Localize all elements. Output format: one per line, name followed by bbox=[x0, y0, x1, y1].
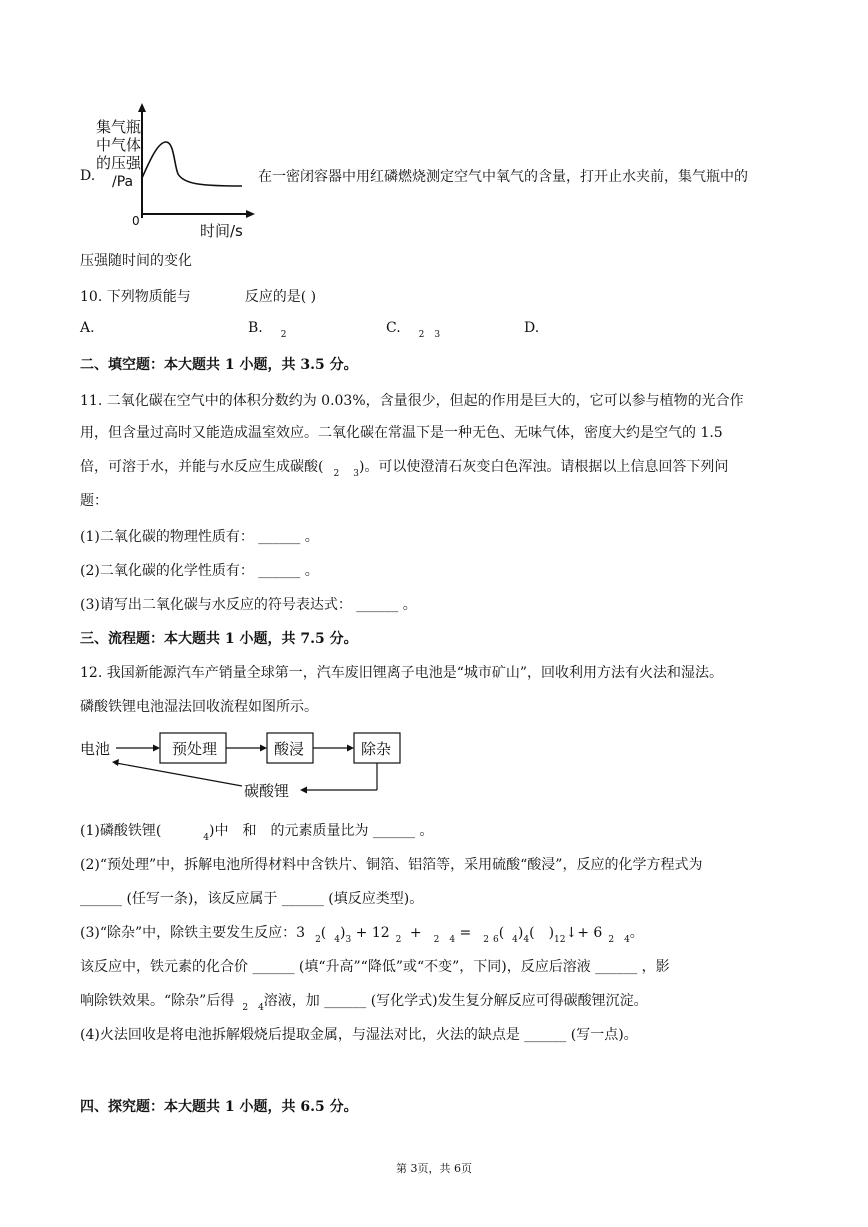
q12-part-3-line-3: 响除铁效果。“除杂”后得 $_2$ $_4$溶液，加 ______ (写化学式)发生复分解反应可得碳酸锂沉淀。 bbox=[80, 993, 648, 1013]
flow-box-1-label: 预处理 bbox=[172, 740, 218, 758]
section-3-title: 三、流程题：本大题共 1 小题，共 7.5 分。 bbox=[80, 631, 358, 647]
graph-origin-label: 0 bbox=[132, 214, 140, 228]
q10-option-d: D. bbox=[524, 320, 540, 336]
option-d-text: 在一密闭容器中用红磷燃烧测定空气中氧气的含量，打开止水夹前，集气瓶中的 bbox=[258, 169, 748, 185]
flow-arrow-4 bbox=[300, 787, 307, 794]
graph-y-label-1: 集气瓶 bbox=[96, 118, 142, 136]
graph-x-arrow bbox=[246, 210, 255, 218]
graph-y-label-3: 的压强 bbox=[96, 154, 142, 172]
flow-arrow-1 bbox=[153, 745, 160, 752]
flow-start-label: 电池 bbox=[80, 740, 111, 758]
q12-line-1: 12. 我国新能源汽车产销量全球第一，汽车废旧锂离子电池是“城市矿山”，回收利用方法有火法和湿法。 bbox=[80, 665, 724, 681]
q12-part-3-equation: (3)“除杂”中，除铁主要发生反应：3 $_2$( $_4)_3 + 12$ $_2$ + $_2$ $_4$ = $_2$ $_6$( $_4)_4$( )$_{12}↓+ 6$ $_2$ $_4$。 bbox=[80, 925, 644, 945]
graph-y-label-2: 中气体 bbox=[96, 136, 142, 154]
flow-arrow-2 bbox=[260, 745, 267, 752]
q11-sub-2: (2)二氧化碳的化学性质有： ______ 。 bbox=[80, 563, 319, 579]
q10-stem: 10. 下列物质能与 反应的是( ) bbox=[80, 289, 317, 305]
q11-line-2: 用，但含量过高时又能造成温室效应。二氧化碳在常温下是一种无色、无味气体，密度大约是空气的 1.5 bbox=[80, 425, 723, 441]
q11-line-1: 11. 二氧化碳在空气中的体积分数约为 0.03%，含量很少，但起的作用是巨大的，它可以参与植物的光合作 bbox=[80, 393, 744, 409]
q12-line-2: 磷酸铁锂电池湿法回收流程如图所示。 bbox=[80, 699, 318, 715]
flow-arrow-5 bbox=[112, 759, 119, 766]
flow-product-label: 碳酸锂 bbox=[244, 782, 290, 800]
page-footer: 第 3页，共 6页 bbox=[396, 1162, 472, 1175]
q11-sub-3: (3)请写出二氧化碳与水反应的符号表达式： ______ 。 bbox=[80, 597, 417, 613]
q12-part-4: (4)火法回收是将电池拆解煅烧后提取金属，与湿法对比，火法的缺点是 ______ (写一点)。 bbox=[80, 1027, 638, 1043]
q11-line-4: 题： bbox=[80, 493, 108, 509]
q10-option-a: A. bbox=[80, 320, 95, 336]
pressure-curve bbox=[142, 142, 242, 186]
q10-option-b: B. $_2$ bbox=[248, 320, 287, 340]
option-d-label: D. bbox=[80, 168, 96, 184]
option-d-text-continued: 压强随时间的变化 bbox=[80, 253, 192, 269]
q12-part-1: (1)磷酸铁锂( $_4$)中 和 的元素质量比为 ______ 。 bbox=[80, 823, 434, 843]
recycling-flow-diagram bbox=[76, 728, 416, 804]
graph-y-label-4: /Pa bbox=[112, 174, 134, 190]
q11-sub-1: (1)二氧化碳的物理性质有： ______ 。 bbox=[80, 529, 319, 545]
section-4-title: 四、探究题：本大题共 1 小题，共 6.5 分。 bbox=[80, 1099, 358, 1115]
q10-option-c: C. $_2$ $_3$ bbox=[386, 320, 441, 340]
pressure-time-graph bbox=[90, 100, 260, 240]
flow-box-2-label: 酸浸 bbox=[274, 740, 305, 758]
q12-part-2-line-2: ______ (任写一条)，该反应属于 ______ (填反应类型)。 bbox=[80, 891, 424, 907]
graph-y-arrow bbox=[138, 103, 146, 112]
q12-part-3-line-2: 该反应中，铁元素的化合价 ______ (填“升高”“降低”或“不变”，下同)，反应后溶液 ______ ，影 bbox=[80, 959, 670, 975]
section-2-title: 二、填空题：本大题共 1 小题，共 3.5 分。 bbox=[80, 357, 358, 373]
flow-box-3-label: 除杂 bbox=[361, 740, 392, 758]
flow-arrow-3 bbox=[347, 745, 354, 752]
q11-line-3: 倍，可溶于水，并能与水反应生成碳酸( $_2$ $_3$)。可以使澄清石灰变白色浑浊。请根据以上信息回答下列问 bbox=[80, 459, 729, 479]
graph-x-label: 时间/s bbox=[200, 222, 243, 240]
q12-part-2-line-1: (2)“预处理”中，拆解电池所得材料中含铁片、铜箔、铝箔等，采用硫酸“酸浸”，反应的化学方程式为 bbox=[80, 857, 703, 873]
